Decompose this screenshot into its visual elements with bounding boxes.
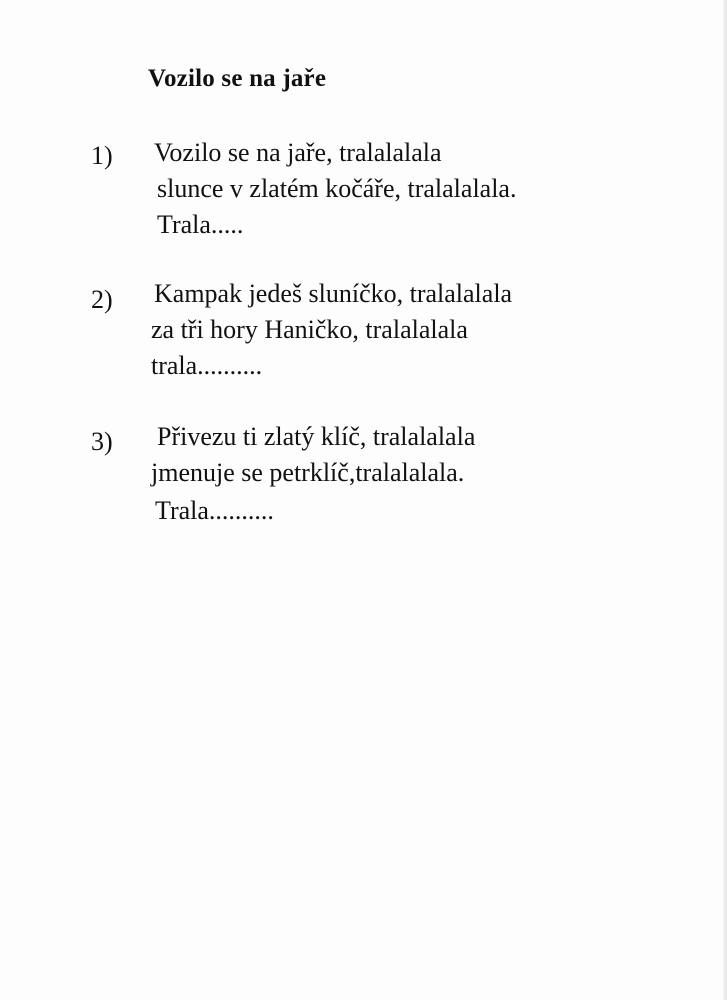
scan-edge	[723, 0, 727, 1000]
song-title: Vozilo se na jaře	[148, 65, 327, 92]
verse-line: Přivezu ti zlatý klíč, tralalalala	[157, 422, 476, 451]
verse-line: slunce v zlatém kočáře, tralalalala.	[157, 174, 517, 203]
verse-line: trala..........	[151, 351, 263, 380]
verse-number: 3)	[91, 427, 113, 456]
verse-number: 1)	[91, 141, 113, 170]
verse-line: Kampak jedeš sluníčko, tralalalala	[154, 279, 513, 308]
verse-line: jmenuje se petrklíč,tralalalala.	[151, 458, 465, 487]
verse-line: Trala.....	[157, 210, 244, 239]
verse-line: Vozilo se na jaře, tralalalala	[154, 138, 442, 167]
verse-line: Trala..........	[155, 496, 274, 525]
verse-number: 2)	[91, 285, 113, 314]
verse-line: za tři hory Haničko, tralalalala	[151, 315, 468, 344]
